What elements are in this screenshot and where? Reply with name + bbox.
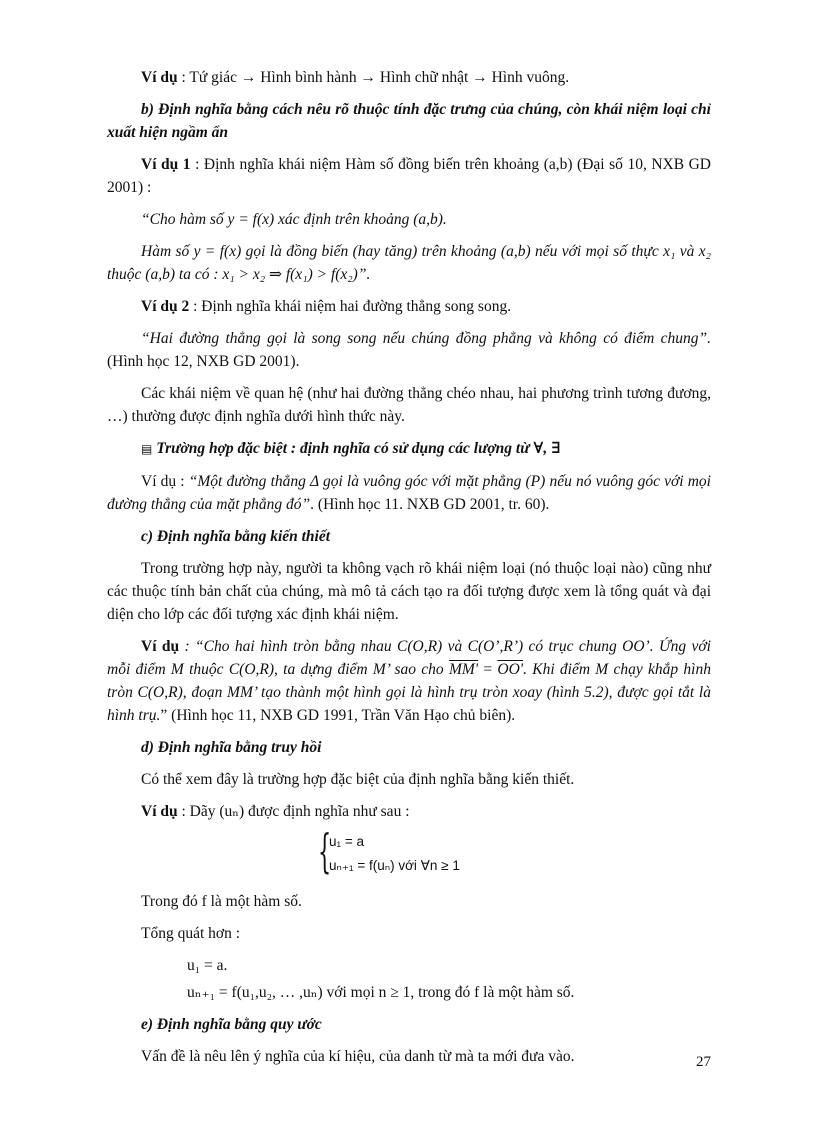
system-line-1: u₁ = a: [329, 834, 364, 849]
general-line-1: u₁ = a.: [187, 957, 228, 974]
example-label: Ví dụ: [141, 803, 178, 820]
example-2-quote: [107, 327, 711, 373]
source-text: . (Hình học 11. NXB GD 2001, tr. 60).: [310, 496, 550, 513]
special-case-text: Trường hợp đặc biệt : định nghĩa có sử dụng các lượng từ ∀, ∃: [156, 440, 561, 457]
general-line-2: uₙ₊₁ = f(u₁,u₂, … ,uₙ) với mọi n ≥ 1, trong đó f là một hàm số.: [187, 984, 575, 1001]
example-text: : Tứ giác → Hình bình hành → Hình chữ nhật → Hình vuông.: [177, 69, 570, 86]
example-text: : Định nghĩa khái niệm hai đường thẳng song song.: [189, 298, 512, 315]
example-2: [107, 295, 711, 318]
page-number: 27: [696, 1054, 711, 1070]
construction-paragraph: Trong trường hợp này, người ta không vạch rõ khái niệm loại (nó thuộc loại nào) cũng như các thuộc tính bản chất của chúng, mà mô tả cách tạo ra đối tượng được xem là tổng quát và đại diện cho lớp các đối tượng xác định khái niệm.: [107, 560, 711, 623]
recursion-paragraph: Có thể xem đây là trường hợp đặc biệt của định nghĩa bằng kiến thiết.: [141, 771, 575, 788]
section-heading-b: b) Định nghĩa bằng cách nêu rõ thuộc tính đặc trưng của chúng, còn khái niệm loại chỉ xuất hiện ngầm ẩn: [107, 101, 711, 141]
example-label: Ví dụ: [141, 638, 180, 655]
example-label: Ví dụ 2: [141, 298, 190, 315]
recursion-system: [107, 824, 711, 880]
recursion-example: [107, 800, 711, 823]
example-line: [107, 66, 711, 89]
quote-text: : “Cho hai hình tròn bằng nhau C(O,R) và C(O’,R’) có trục chung OO’. Ứng với mỗi điểm M thuộc C(O,R), ta dựng điểm M’ sao cho: [107, 638, 711, 678]
example-prefix: Ví dụ :: [141, 473, 189, 490]
brace-symbol: {: [318, 824, 332, 878]
special-case-example: [107, 470, 711, 516]
quote-text: . Khi điểm M chạy khắp hình tròn C(O,R), đoạn MM’ tạo thành một hình gọi là hình trụ tròn xoay (hình 5.2), được gọi tắt là hình trụ.: [107, 661, 711, 724]
general-intro: Tổng quát hơn :: [141, 925, 241, 942]
quote-text: “Hai đường thẳng gọi là song song nếu chúng đồng phẳng và không có điểm chung”.: [141, 330, 711, 347]
example-1-quote-1: “Cho hàm số y = f(x) xác định trên khoảng (a,b).: [141, 211, 447, 228]
convention-paragraph: Vấn đề là nêu lên ý nghĩa của kí hiệu, của danh từ mà ta mới đưa vào.: [141, 1048, 575, 1065]
list-square-icon: ▤: [141, 442, 153, 456]
section-heading-d: d) Định nghĩa bằng truy hồi: [141, 739, 322, 756]
example-label: Ví dụ: [141, 69, 178, 86]
special-case-heading: [107, 437, 711, 461]
example-1: [107, 153, 711, 199]
function-note: Trong đó f là một hàm số.: [141, 893, 302, 910]
vector-oo: OO': [497, 661, 524, 678]
example-text: : Dãy (uₙ) được định nghĩa như sau :: [177, 803, 410, 820]
equals-sign: =: [478, 661, 498, 678]
source-text: ” (Hình học 11, NXB GD 1991, Trần Văn Hạo chủ biên).: [160, 707, 516, 724]
construction-example: [107, 635, 711, 727]
relation-paragraph: Các khái niệm về quan hệ (như hai đường thẳng chéo nhau, hai phương trình tương đương, …) thường được định nghĩa dưới hình thức này.: [107, 385, 711, 425]
quote-text: “Một đường thẳng Δ gọi là vuông góc với mặt phẳng (P) nếu nó vuông góc với mọi đường thẳng của mặt phẳng đó”: [107, 473, 711, 513]
vector-mm: MM': [448, 661, 479, 678]
section-heading-e: e) Định nghĩa bằng quy ước: [141, 1016, 322, 1033]
example-1-quote-2: Hàm số y = f(x) gọi là đồng biến (hay tăng) trên khoảng (a,b) nếu với mọi số thực x₁ và x₂ thuộc (a,b) ta có : x₁ > x₂ ⇒ f(x₁) > f(x₂)”.: [107, 243, 711, 283]
page-content: [107, 66, 711, 1077]
example-text: : Định nghĩa khái niệm Hàm số đồng biến trên khoảng (a,b) (Đại số 10, NXB GD 2001) :: [107, 156, 711, 196]
example-label: Ví dụ 1: [141, 156, 191, 173]
system-line-2: uₙ₊₁ = f(uₙ) với ∀n ≥ 1: [329, 858, 460, 873]
section-heading-c: c) Định nghĩa bằng kiến thiết: [141, 528, 331, 545]
source-text: (Hình học 12, NXB GD 2001).: [107, 353, 300, 370]
